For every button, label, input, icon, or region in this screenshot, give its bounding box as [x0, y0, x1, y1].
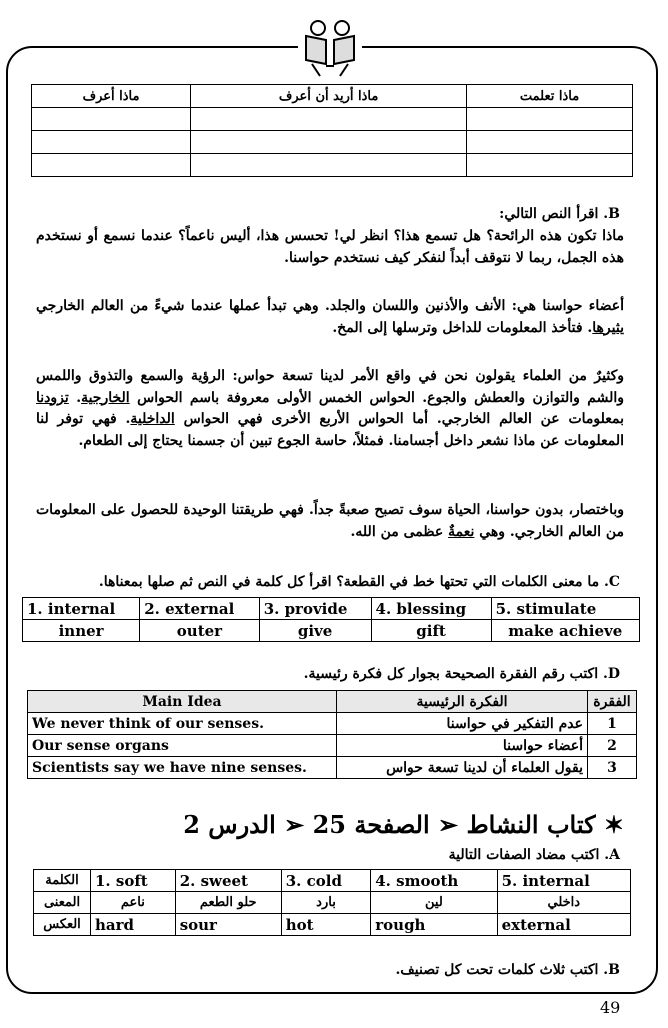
kwl-header-learned: ماذا تعلمت — [467, 85, 633, 108]
adj-word: 2. sweet — [175, 870, 281, 892]
activity-heading-text: كتاب النشاط ➢ الصفحة 25 ➢ الدرس 2 — [183, 810, 596, 839]
adj-opposite[interactable]: rough — [371, 914, 497, 936]
vocab-meaning: make achieve — [491, 620, 639, 642]
kwl-cell[interactable] — [191, 154, 467, 177]
paragraph-4: وباختصار، بدون حواسنا، الحياة سوف تصبح صعبةً جداً. فهي طريقتنا الوحيدة للحصول على المعلومات من العالم الخارجي. وهي نعمةٌ عظمى من الله. — [36, 502, 624, 540]
kwl-header-want: ماذا أريد أن أعرف — [191, 85, 467, 108]
adj-word: 4. smooth — [371, 870, 497, 892]
idea-ar: أعضاء حواسنا — [337, 735, 588, 757]
adj-meaning: داخلي — [497, 892, 630, 914]
row-label: المعنى — [34, 892, 91, 914]
vocab-meaning: outer — [140, 620, 259, 642]
main-idea-table — [27, 690, 637, 779]
vocabulary-table — [22, 597, 640, 642]
adj-word: 1. soft — [91, 870, 176, 892]
vocab-word: 4. blessing — [371, 598, 491, 620]
kwl-cell[interactable] — [32, 131, 191, 154]
adj-opposite[interactable]: hard — [91, 914, 176, 936]
kwl-cell[interactable] — [467, 154, 633, 177]
kwl-cell[interactable] — [191, 131, 467, 154]
star-icon: ✶ — [603, 810, 624, 839]
kwl-cell[interactable] — [32, 108, 191, 131]
kwl-cell[interactable] — [467, 108, 633, 131]
vocab-meaning: give — [259, 620, 371, 642]
adj-word: 3. cold — [281, 870, 371, 892]
paragraph-1: ماذا تكون هذه الرائحة؟ هل تسمع هذا؟ انظر لي! تحسس هذا، أليس ناعماً؟ عندما نسمع أو نستخدم هذه الجمل، ربما لا نتوقف أبداً لنفكر كيف نستخدم حواسنا. — [36, 228, 624, 266]
section-b2-title: B. اكتب ثلاث كلمات تحت كل تصنيف. — [395, 962, 620, 978]
vocab-word: 2. external — [140, 598, 259, 620]
page-number: 49 — [600, 998, 621, 1017]
kwl-table — [31, 84, 633, 177]
adj-opposite[interactable]: hot — [281, 914, 371, 936]
kwl-cell[interactable] — [32, 154, 191, 177]
reading-children-logo — [298, 14, 362, 78]
adj-meaning: حلو الطعم — [175, 892, 281, 914]
kwl-cell[interactable] — [191, 108, 467, 131]
adj-meaning: بارد — [281, 892, 371, 914]
adj-opposite[interactable]: sour — [175, 914, 281, 936]
row-label: العكس — [34, 914, 91, 936]
adj-opposite[interactable]: external — [497, 914, 630, 936]
idea-num[interactable]: 1 — [588, 713, 637, 735]
section-c-title: C. ما معنى الكلمات التي تحتها خط في القطعة؟ اقرأ كل كلمة في النص ثم صلها بمعناها. — [98, 574, 620, 590]
adj-word: 5. internal — [497, 870, 630, 892]
vocab-word: 1. internal — [23, 598, 140, 620]
vocab-word: 3. provide — [259, 598, 371, 620]
paragraph-3: وكثيرٌ من العلماء يقولون نحن في واقع الأمر لدينا تسعة حواس: الرؤية والسمع والتذوق واللمس والشم والتوازن والعطش والجوع. الحواس الخمس الأولى معروفة باسم الحواس الخارجية. تزودنا بمعلومات عن العالم الخارجي. أما الحواس الأربع الأخرى فهي الحواس الداخلية. فهي توفر لنا المعلومات عن ماذا نشعر داخل أجسامنا. فمثلاً، حاسة الجوع تبين أن جسمنا يحتاج إلى الطعام. — [36, 368, 624, 449]
section-b-title: B. اقرأ النص التالي: — [499, 206, 620, 222]
idea-en: Scientists say we have nine senses. — [28, 757, 337, 779]
row-label: الكلمة — [34, 870, 91, 892]
vocab-word: 5. stimulate — [491, 598, 639, 620]
idea-ar: عدم التفكير في حواسنا — [337, 713, 588, 735]
idea-num[interactable]: 3 — [588, 757, 637, 779]
opposites-table — [33, 869, 631, 936]
vocab-meaning: gift — [371, 620, 491, 642]
idea-en: Our sense organs — [28, 735, 337, 757]
kwl-header-know: ماذا أعرف — [32, 85, 191, 108]
header-paragraph: الفقرة — [588, 691, 637, 713]
adj-meaning: ناعم — [91, 892, 176, 914]
header-main-idea-ar: الفكرة الرئيسية — [337, 691, 588, 713]
idea-num[interactable]: 2 — [588, 735, 637, 757]
idea-en: We never think of our senses. — [28, 713, 337, 735]
header-main-idea: Main Idea — [28, 691, 337, 713]
adj-meaning: لين — [371, 892, 497, 914]
kwl-cell[interactable] — [467, 131, 633, 154]
activity-book-heading — [183, 810, 624, 839]
idea-ar: يقول العلماء أن لدينا تسعة حواس — [337, 757, 588, 779]
section-d-title: D. اكتب رقم الفقرة الصحيحة بجوار كل فكرة رئيسية. — [303, 666, 620, 682]
vocab-meaning: inner — [23, 620, 140, 642]
paragraph-2: أعضاء حواسنا هي: الأنف والأذنين واللسان والجلد. وهي تبدأ عملها عندما شيءً من العالم الخارجي يثيرها. فتأخذ المعلومات للداخل وترسلها إلى المخ. — [36, 298, 624, 336]
section-a2-title: A. اكتب مضاد الصفات التالية — [448, 847, 620, 863]
